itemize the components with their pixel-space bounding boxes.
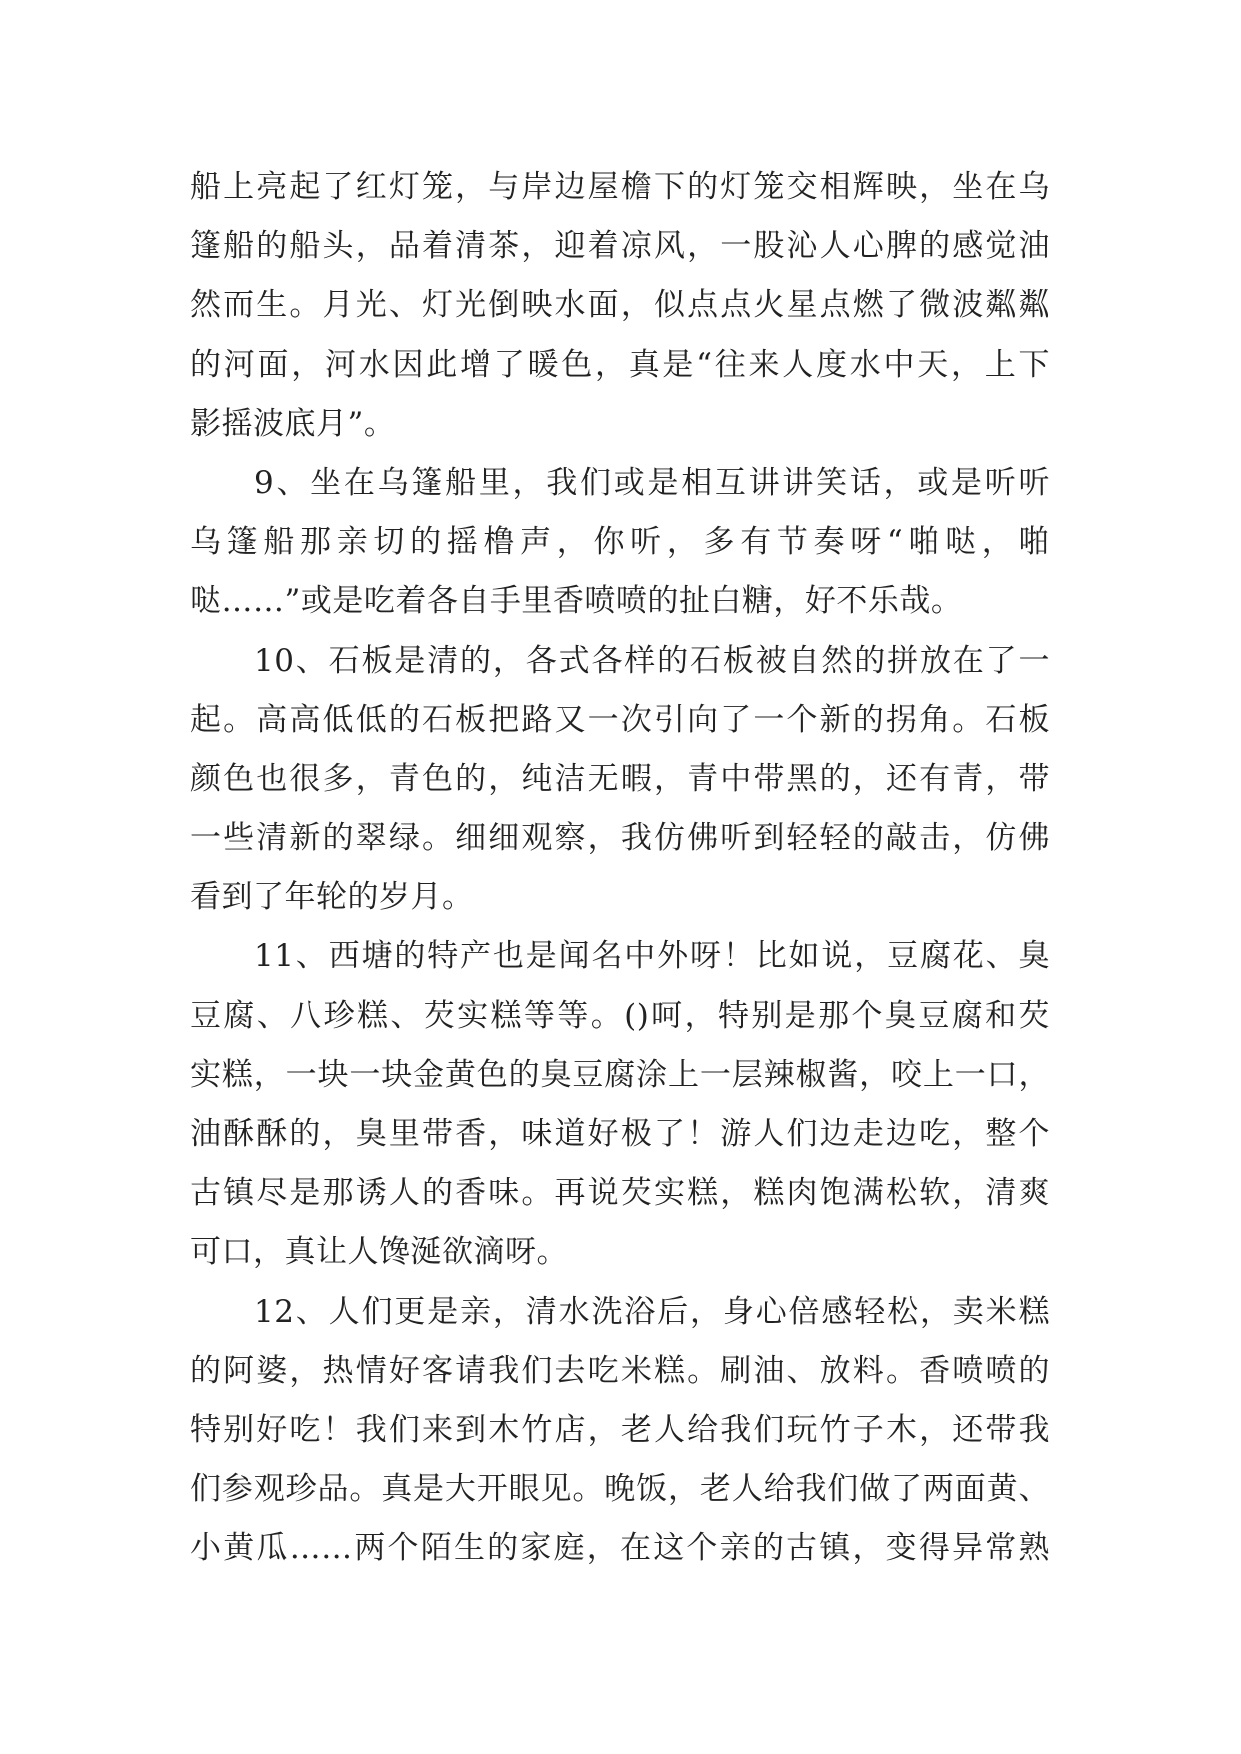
text-line: 然而生。月光、灯光倒映水面，似点点火星点燃了微波粼粼	[190, 287, 1050, 324]
text-line: 油酥酥的，臭里带香，味道好极了！游人们边走边吃，整个	[190, 1116, 1050, 1152]
body-text	[190, 158, 1050, 1579]
text-line: 哒……”或是吃着各自手里香喷喷的扯白糖，好不乐哉。	[190, 583, 963, 620]
text-line: 的河面，河水因此增了暖色，真是“往来人度水中天，上下	[190, 346, 1050, 383]
text-line: 特别好吃！我们来到木竹店，老人给我们玩竹子木，还带我	[190, 1411, 1050, 1448]
text-line: 10、石板是清的，各式各样的石板被自然的拼放在了一	[254, 642, 1050, 679]
text-line: 小黄瓜……两个陌生的家庭，在这个亲的古镇，变得异常熟	[190, 1530, 1050, 1567]
text-line: 11、西塘的特产也是闻名中外呀！比如说，豆腐花、臭	[254, 938, 1050, 975]
text-line: 12、人们更是亲，清水洗浴后，身心倍感轻松，卖米糕	[254, 1293, 1050, 1330]
text-line: 可口，真让人馋涎欲滴呀。	[190, 1234, 568, 1271]
text-line: 实糕，一块一块金黄色的臭豆腐涂上一层辣椒酱，咬上一口，	[190, 1056, 1050, 1093]
text-line: 古镇尽是那诱人的香味。再说芡实糕，糕肉饱满松软，清爽	[190, 1175, 1050, 1212]
text-line: 影摇波底月”。	[190, 405, 396, 442]
text-line: 船上亮起了红灯笼，与岸边屋檐下的灯笼交相辉映，坐在乌	[190, 169, 1050, 205]
text-line: 们参观珍品。真是大开眼见。晚饭，老人给我们做了两面黄、	[190, 1471, 1050, 1508]
text-line: 9、坐在乌篷船里，我们或是相互讲讲笑话，或是听听	[254, 464, 1050, 501]
text-line: 豆腐、八珍糕、芡实糕等等。()呵，特别是那个臭豆腐和芡	[190, 997, 1050, 1034]
text-line: 颜色也很多，青色的，纯洁无暇，青中带黑的，还有青，带	[190, 760, 1050, 797]
text-line: 篷船的船头，品着清茶，迎着凉风，一股沁人心脾的感觉油	[190, 228, 1050, 265]
text-line: 一些清新的翠绿。细细观察，我仿佛听到轻轻的敲击，仿佛	[190, 820, 1050, 857]
text-line: 乌篷船那亲切的摇橹声，你听，多有节奏呀“啪哒，啪	[190, 524, 1050, 561]
text-line: 看到了年轮的岁月。	[190, 879, 474, 916]
text-line: 的阿婆，热情好客请我们去吃米糕。刷油、放料。香喷喷的	[190, 1352, 1050, 1389]
text-line: 起。高高低低的石板把路又一次引向了一个新的拐角。石板	[190, 701, 1050, 738]
